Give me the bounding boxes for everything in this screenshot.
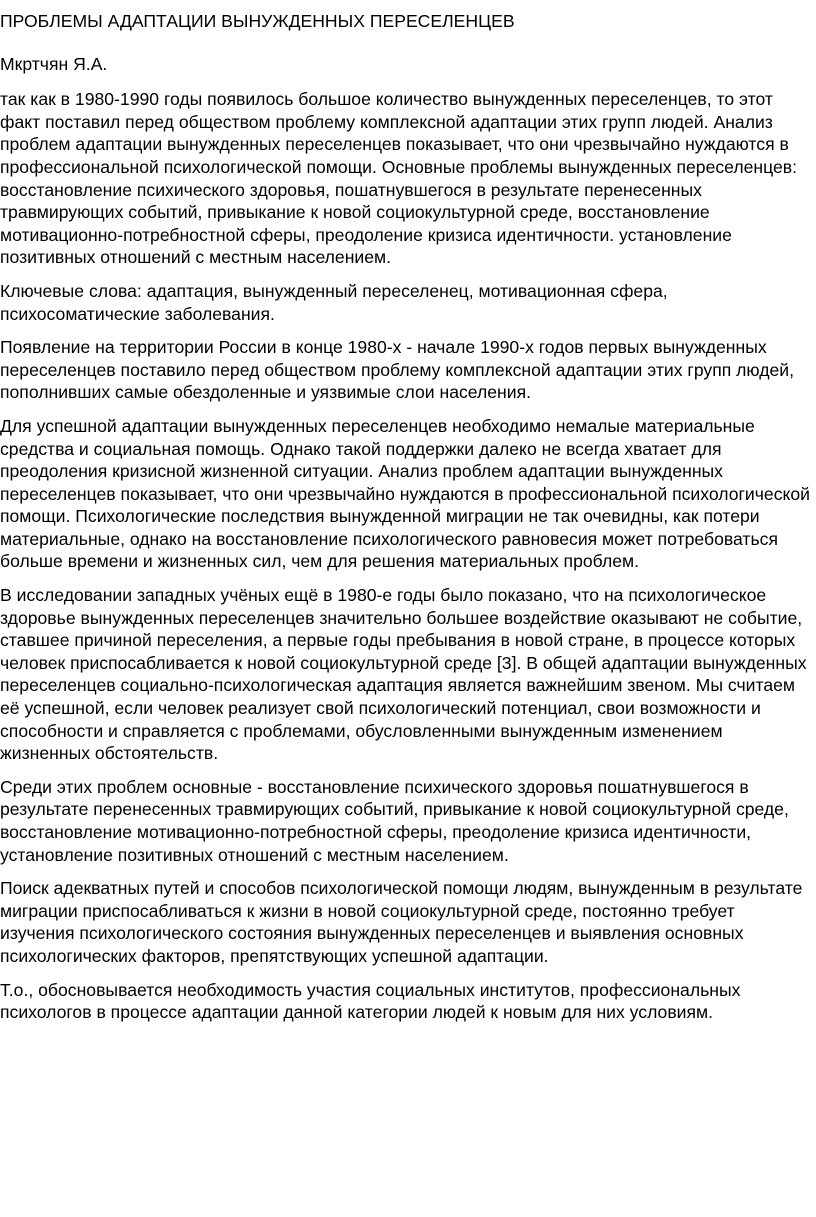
conclusion-paragraph: Т.о., обосновывается необходимость участия социальных институтов, профессиональных психологов в процессе адаптации данной категории людей к новым для них условиям.	[0, 979, 741, 1023]
body-paragraph: В исследовании западных учёных ещё в 1980-е годы было показано, что на психологическое здоровье вынужденных переселенцев значительно большее воздействие оказывают не событие, ставшее причиной переселения, а первые годы пребывания в новой стране, в процессе которых человек приспосабливается к новой социокультурной среде [3]. В общей адаптации вынужденных переселенцев социально-психологическая адаптация является важнейшим звеном. Мы считаем её успешной, если человек реализует свой психологический потенциал, свои возможности и способности и справляется с проблемами, обусловленными вынужденным изменением жизненных обстоятельств.	[0, 585, 807, 764]
body-paragraph: Поиск адекватных путей и способов психологической помощи людям, вынужденным в результате миграции приспосабливаться к жизни в новой социокультурной среде, постоянно требует изучения психологического состояния вынужденных переселенцев и выявления основных психологических факторов, препятствующих успешной адаптации.	[0, 878, 803, 966]
body-paragraph: Для успешной адаптации вынужденных переселенцев необходимо немалые материальные средства и социальная помощь. Однако такой поддержки далеко не всегда хватает для преодоления кризисной жизненной ситуации. Анализ проблем адаптации вынужденных переселенцев показывает, что они чрезвычайно нуждаются в профессиональной психологической помощи. Психологические последствия вынужденной миграции не так очевидны, как потери материальные, однако на восстановление психологического равновесия может потребоваться больше времени и жизненных сил, чем для решения материальных проблем.	[0, 415, 811, 572]
body-paragraph: Среди этих проблем основные - восстановление психического здоровья пошатнувшегося в результате перенесенных травмирующих событий, привыкание к новой социокультурной среде, восстановление мотивационно-потребностной сферы, преодоление кризиса идентичности, установление позитивных отношений с местным населением.	[0, 776, 789, 865]
keywords-paragraph: Ключевые слова: адаптация, вынужденный переселенец, мотивационная сфера, психосоматические заболевания.	[0, 280, 668, 324]
abstract-paragraph: так как в 1980-1990 годы появилось большое количество вынужденных переселенцев, то этот факт поставил перед обществом проблему комплексной адаптации этих групп людей. Анализ проблем адаптации вынужденных переселенцев показывает, что они чрезвычайно нуждаются в профессиональной психологической помощи. Основные проблемы вынужденных переселенцев: восстановление психического здоровья, пошатнувшегося в результате перенесенных травмирующих событий, привыкание к новой социокультурной среде, восстановление мотивационно-потребностной сферы, преодоление кризиса идентичности. установление позитивных отношений с местным населением.	[0, 89, 798, 268]
document-author: Мкртчян Я.А.	[0, 53, 108, 74]
document-title: ПРОБЛЕМЫ АДАПТАЦИИ ВЫНУЖДЕННЫХ ПЕРЕСЕЛЕНЦЕВ	[0, 11, 515, 31]
body-paragraph: Появление на территории России в конце 1980-х - начале 1990-х годов первых вынужденных переселенцев поставило перед обществом проблему комплексной адаптации этих групп людей, пополнивших самые обездоленные и уязвимые слои населения.	[0, 337, 795, 403]
